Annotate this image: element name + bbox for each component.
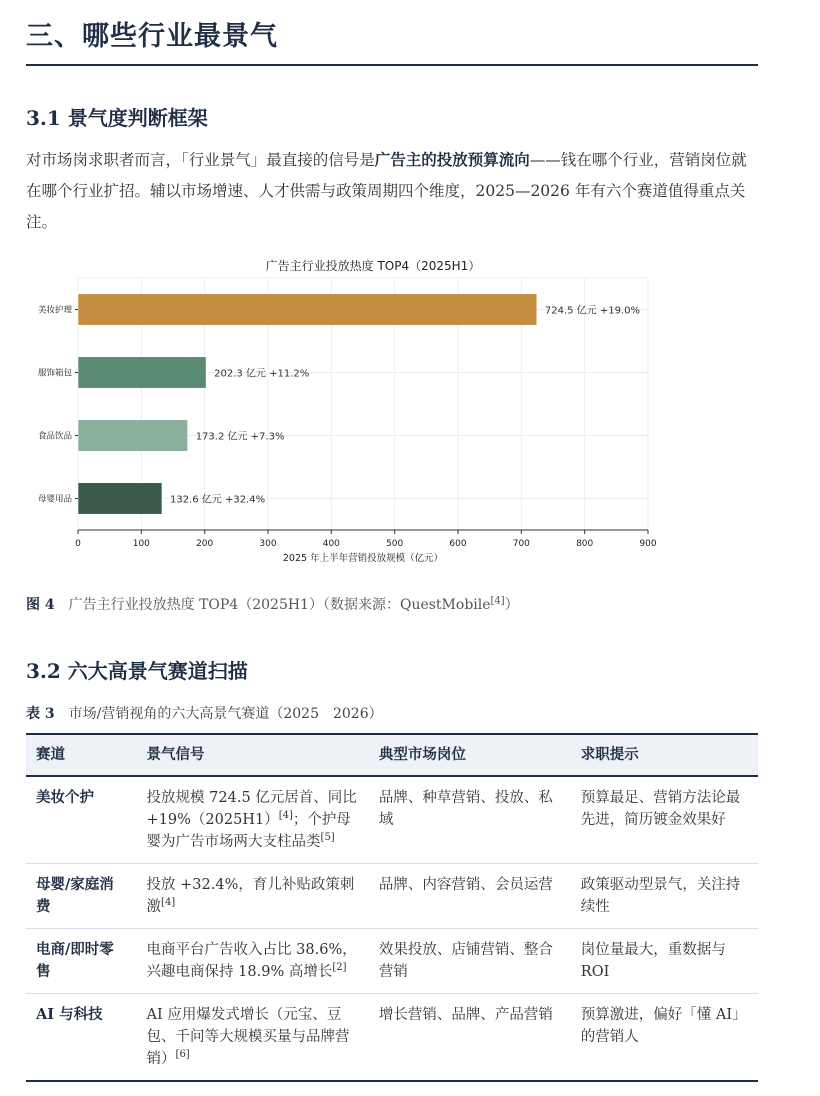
data-label: 132.6 亿元 +32.4%: [169, 494, 266, 506]
table-row: [26, 994, 758, 1082]
x-tick-label: 100: [132, 539, 150, 549]
x-tick-label: 400: [322, 539, 340, 549]
header-signal: 景气信号: [146, 746, 205, 763]
y-tick-label: 服饰箱包: [37, 368, 72, 379]
y-tick-label: 母婴用品: [37, 494, 72, 505]
signal-ref: [4]: [161, 897, 176, 909]
y-tick-label: 食品饮品: [37, 431, 72, 442]
intro-text-b: ——钱在哪个行业，营销岗位就在哪个行业扩招。辅以市场增速、人才供需与政策周期四个维度，2025—2026 年有六个赛道值得重点关注。: [26, 151, 747, 231]
bar: [78, 420, 188, 452]
signal-text-b: ；个护母婴为广告市场两大支柱品类: [146, 812, 351, 850]
cell-signal: [137, 776, 369, 864]
section-heading-3-1: 3.1 景气度判断框架: [26, 106, 208, 130]
cell-tip: 预算激进，偏好「懂 AI」的营销人: [580, 1007, 747, 1045]
cell-sector: 电商/即时零售: [36, 941, 114, 980]
y-tick-label: 美妆护理: [37, 305, 72, 316]
sector-table: [26, 733, 758, 1082]
signal-text: AI 应用爆发式增长（元宝、豆包、千问等大规模买量与品牌营销）: [146, 1007, 350, 1067]
bar: [78, 357, 206, 389]
signal-text: 电商平台广告收入占比 38.6%，兴趣电商保持 18.9% 高增长: [146, 942, 357, 980]
cell-signal: [137, 929, 369, 994]
cell-signal: [137, 864, 369, 929]
heading-rule: [26, 64, 758, 66]
signal-ref: [4]: [278, 810, 293, 822]
cell-roles: 增长营销、品牌、产品营销: [378, 1007, 553, 1023]
x-tick-label: 900: [639, 539, 657, 549]
ad-spend-bar-chart: [26, 252, 758, 572]
signal-ref: [2]: [332, 962, 347, 974]
bar: [78, 294, 537, 326]
cell-roles: 效果投放、店铺营销、整合营销: [378, 942, 553, 980]
section-heading-3-2: 3.2 六大高景气赛道扫描: [26, 659, 248, 683]
intro-bold-phrase: 广告主的投放预算流向: [374, 150, 530, 169]
table-row: [26, 776, 758, 864]
x-tick-label: 700: [512, 539, 530, 549]
bar: [78, 483, 162, 515]
cell-roles: 品牌、内容营销、会员运营: [378, 877, 553, 893]
signal-ref-b: [5]: [320, 832, 335, 844]
x-axis-label: 2025 年上半年营销投放规模（亿元）: [282, 553, 444, 564]
cell-tip: 政策驱动型景气，关注持续性: [580, 877, 741, 915]
data-label: 202.3 亿元 +11.2%: [214, 368, 310, 380]
figure-caption-end: ）: [504, 597, 519, 613]
cell-tip: 岗位量最大，重数据与 ROI: [580, 942, 726, 980]
cell-roles: 品牌、种草营销、投放、私域: [378, 790, 553, 828]
x-tick-label: 500: [386, 539, 404, 549]
data-label: 724.5 亿元 +19.0%: [544, 305, 640, 317]
x-tick-label: 800: [576, 539, 594, 549]
table-caption-text: 市场/营销视角的六大高景气赛道（2025 2026）: [68, 706, 383, 722]
cell-sector: AI 与科技: [36, 1006, 103, 1023]
x-tick-label: 200: [196, 539, 214, 549]
table-row: [26, 929, 758, 994]
cell-sector: 美妆个护: [36, 789, 94, 806]
table-caption: [26, 703, 383, 723]
intro-text-a: 对市场岗求职者而言，「行业景气」最直接的信号是: [26, 151, 375, 169]
cell-tip: 预算最足、营销方法论最先进，简历镀金效果好: [580, 790, 741, 828]
x-tick-label: 600: [449, 539, 467, 549]
figure-ref: [4]: [490, 595, 505, 607]
chapter-heading: 三、哪些行业最景气: [26, 21, 278, 52]
x-tick-label: 0: [75, 539, 81, 549]
signal-text: 投放规模 724.5 亿元居首、同比 +19%（2025H1）: [146, 790, 357, 828]
figure-caption-text: 广告主行业投放热度 TOP4（2025H1）（数据来源：QuestMobile: [68, 597, 491, 613]
data-label: 173.2 亿元 +7.3%: [195, 431, 285, 443]
cell-sector: 母婴/家庭消费: [36, 876, 114, 915]
figure-caption: [26, 594, 519, 614]
chart-title: 广告主行业投放热度 TOP4（2025H1）: [265, 259, 481, 273]
signal-text: 投放 +32.4%，育儿补贴政策刺激: [146, 877, 355, 915]
table-label: 表 3: [26, 706, 55, 722]
table-row: [26, 864, 758, 929]
cell-signal: [137, 994, 369, 1082]
figure-label: 图 4: [26, 597, 55, 613]
signal-ref: [6]: [175, 1049, 190, 1061]
header-tips: 求职提示: [580, 746, 639, 763]
header-sector: 赛道: [36, 746, 65, 763]
header-roles: 典型市场岗位: [378, 746, 466, 763]
chart-svg: [26, 252, 758, 572]
table-header-row: [26, 734, 758, 776]
intro-paragraph: [26, 144, 758, 238]
x-tick-label: 300: [259, 539, 277, 549]
